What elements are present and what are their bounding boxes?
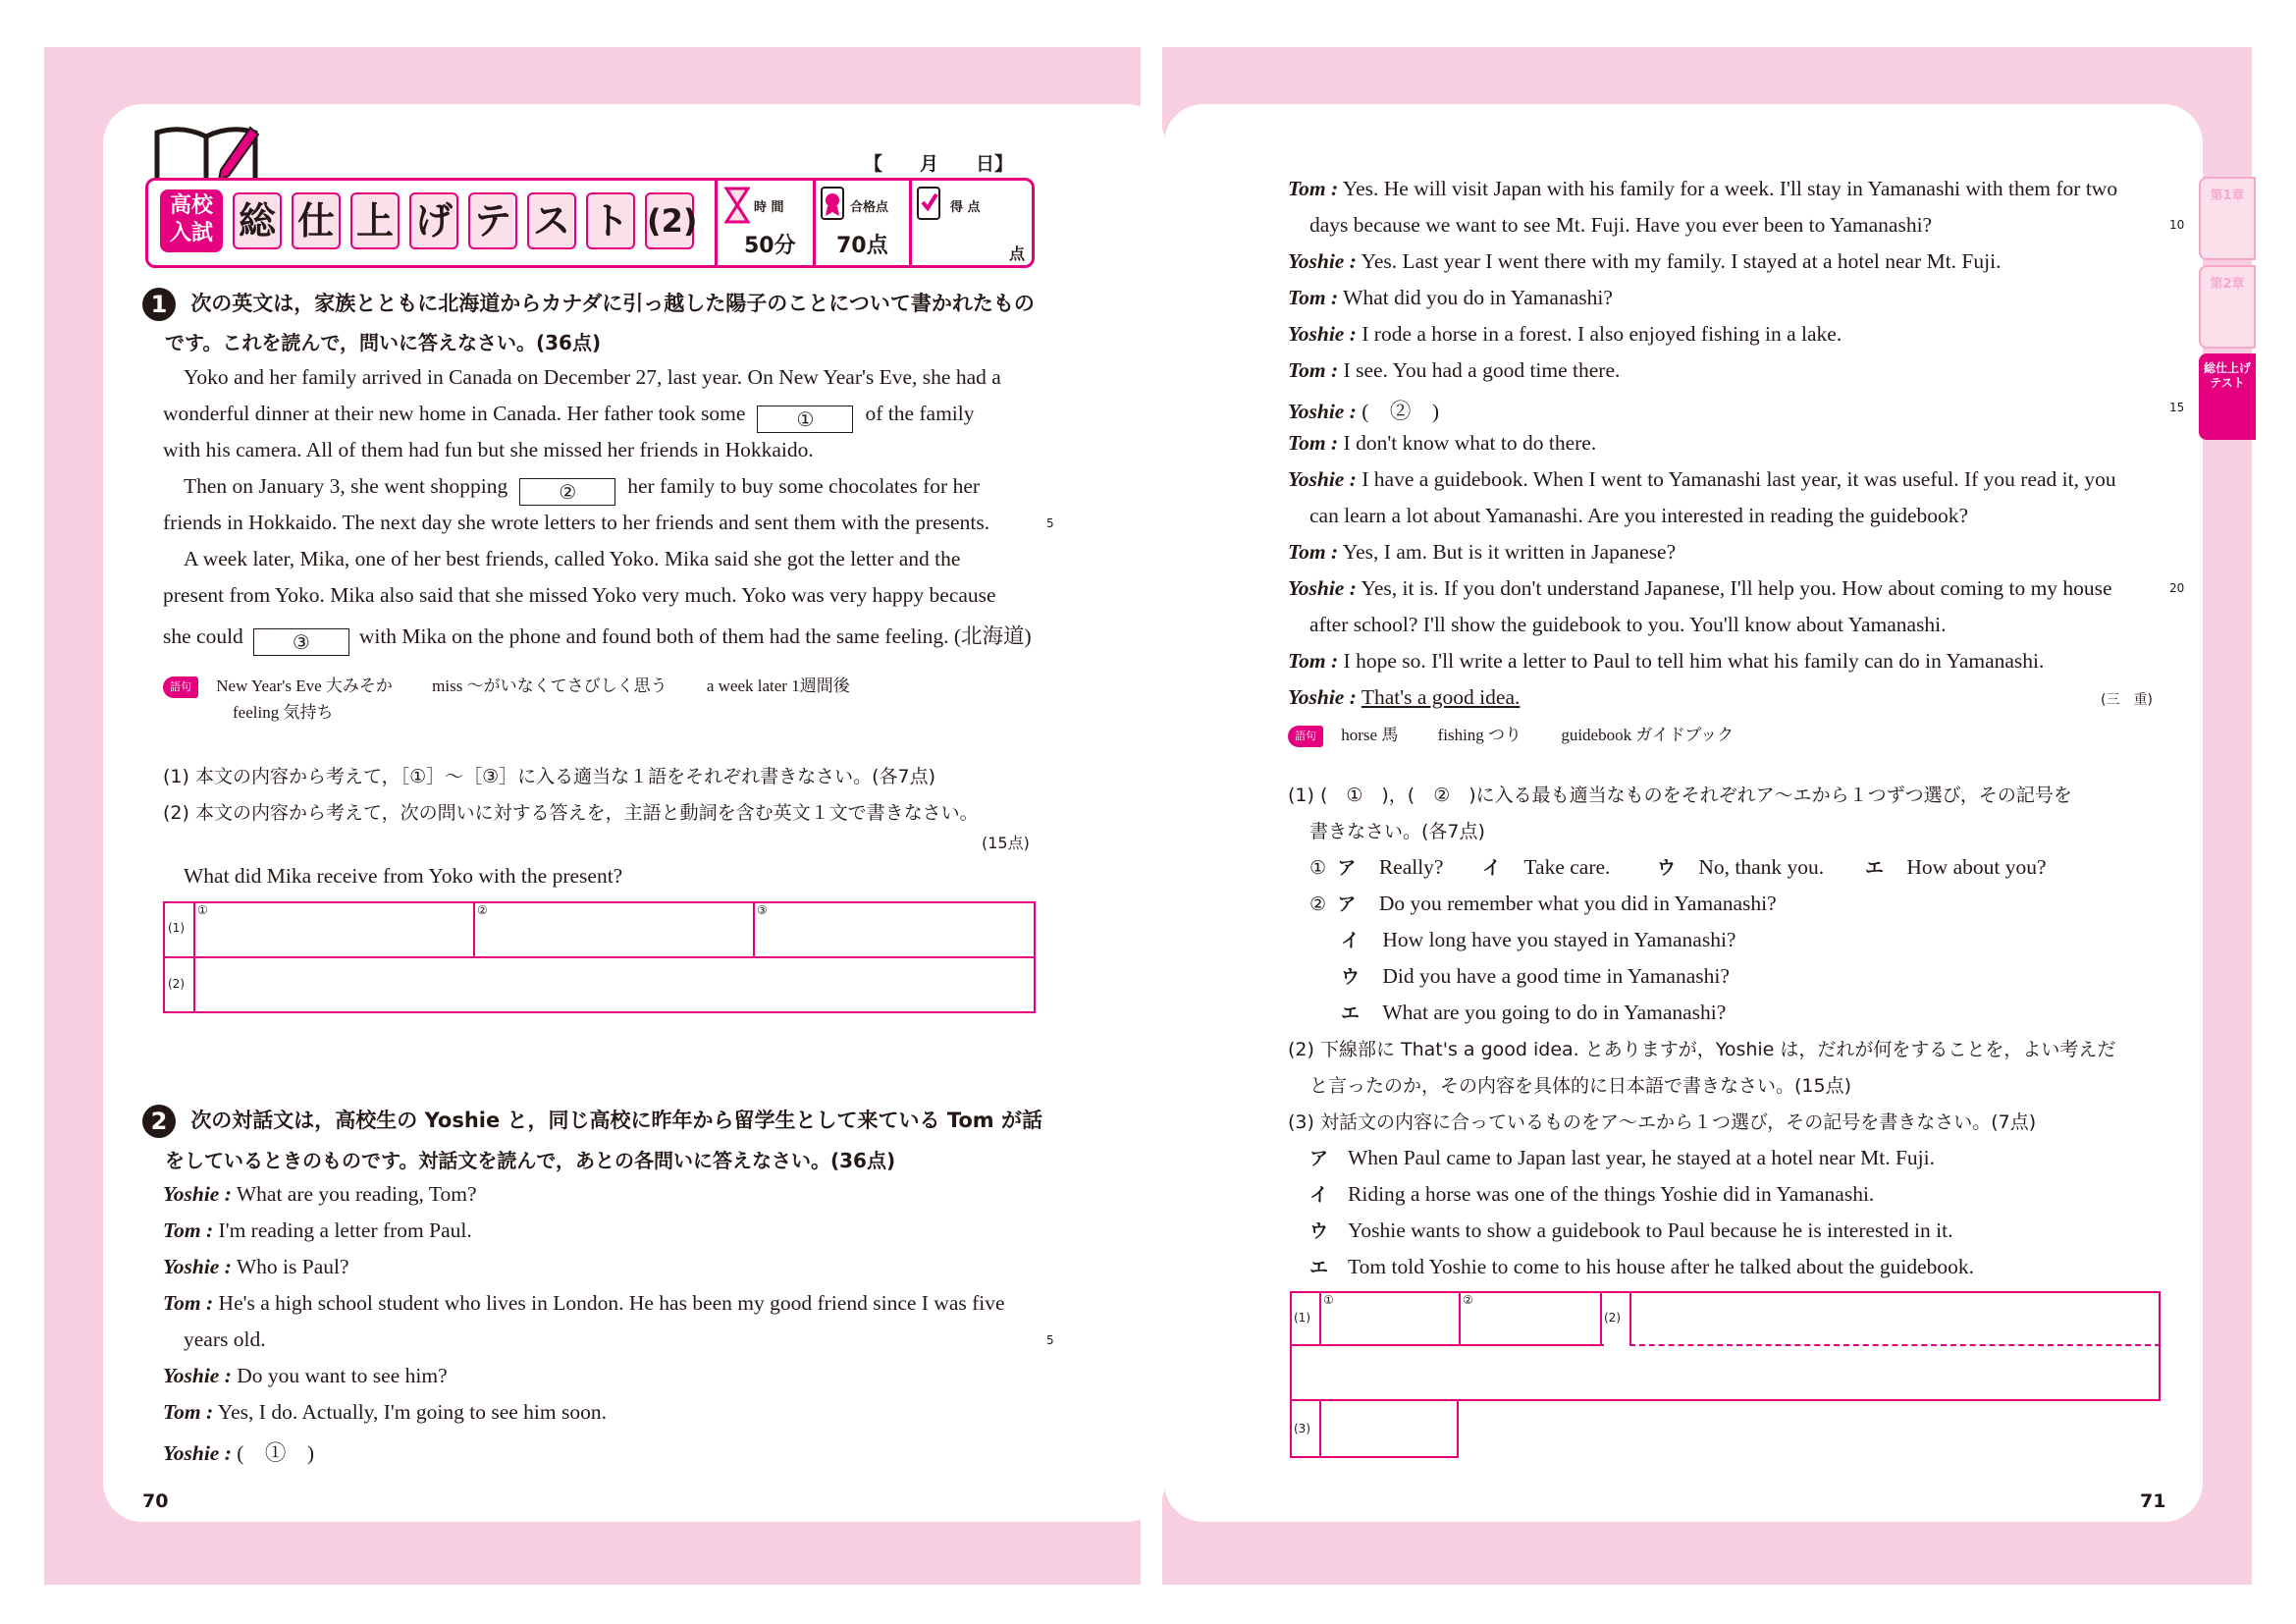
answer-cell-3[interactable] — [1321, 1401, 1457, 1456]
answer-cell-1-1[interactable] — [195, 903, 473, 956]
side-tab-chapter-1[interactable] — [2199, 177, 2256, 260]
q1-instruction-line2: です。これを読んで，問いに答えなさい。(36点) — [165, 331, 602, 354]
q2-sub1: (1) ( ① )，( ② )に入る最も適当なものをそれぞれア～エから１つずつ選び，その記号を — [1288, 785, 2072, 806]
q1-instruction — [142, 288, 1035, 321]
q1-passage-line: A week later, Mika, one of her best friends, called Yoko. Mika said she got the letter and the — [184, 547, 961, 570]
line-number: 5 — [1046, 516, 1054, 530]
choice-letter: イ — [1482, 857, 1502, 879]
choice-row-3 — [1309, 1180, 1874, 1207]
choice-letter: ウ — [1657, 857, 1677, 879]
q1-sub2-question: What did Mika receive from Yoko with the present? — [184, 864, 623, 888]
q2-instruction-line1: 次の対話文は，高校生の Yoshie と，同じ高校に昨年から留学生として来ている Tom が話 — [190, 1109, 1042, 1132]
score-label: 得 点 — [950, 200, 981, 215]
title-number: (2) — [645, 192, 694, 249]
dialogue-text: Yes. He will visit Japan with his family for a week. I'll stay in Yamanashi with them for two — [1342, 177, 2118, 200]
dialogue-text: Do you want to see him? — [237, 1364, 448, 1387]
q1-passage-line: with his camera. All of them had fun but she missed her friends in Hokkaido. — [163, 438, 814, 461]
q2-sub1-line2: 書きなさい。(各7点) — [1309, 821, 1485, 842]
choice-text: Riding a horse was one of the things Yoshie did in Yamanashi. — [1348, 1182, 1875, 1206]
dialogue-text: can learn a lot about Yamanashi. Are you interested in reading the guidebook? — [1309, 504, 1969, 527]
blank-3[interactable]: ③ — [253, 628, 349, 656]
q2-number: 2 — [142, 1105, 176, 1138]
line-number: 15 — [2169, 401, 2185, 414]
dialogue-text: I rode a horse in a forest. I also enjoyed fishing in a lake. — [1362, 322, 1842, 346]
speaker: Yoshie : — [1288, 400, 1357, 423]
dialogue-text: Yes, I do. Actually, I'm going to see him soon. — [217, 1400, 607, 1424]
title-char: げ — [409, 192, 458, 249]
q1-passage-line — [163, 620, 1032, 656]
dialogue-line — [1288, 395, 1439, 425]
q1-passage-line: friends in Hokkaido. The next day she wrote letters to her friends and sent them with the presents. — [163, 511, 990, 534]
passage-text: her family to buy some chocolates for her — [627, 474, 981, 498]
speaker: Yoshie : — [163, 1364, 232, 1387]
vocab-icon: 語句 — [1288, 726, 1323, 747]
answer-label: (2) — [168, 977, 185, 991]
blank-2[interactable]: ② — [519, 478, 615, 506]
answer-cell-2[interactable] — [195, 958, 1034, 1011]
dialogue-text: What did you do in Yamanashi? — [1343, 286, 1613, 309]
answer-cell-1-3[interactable] — [755, 903, 1034, 956]
title-char: テ — [468, 192, 517, 249]
choice-text: When Paul came to Japan last year, he stayed at a hotel near Mt. Fuji. — [1348, 1146, 1935, 1169]
speaker: Tom : — [1288, 286, 1339, 309]
passage-text: wonderful dinner at their new home in Canada. Her father took some — [163, 402, 746, 425]
line-number: 10 — [2169, 218, 2185, 232]
q1-sub2-points: (15点) — [982, 834, 1030, 852]
pass-label: 合格点 — [850, 200, 889, 215]
speaker: Yoshie : — [163, 1182, 232, 1206]
dialogue-text: I have a guidebook. When I went to Yamanashi last year, it was useful. If you read it, you — [1362, 467, 2116, 491]
dialogue-line — [1288, 322, 1842, 347]
q1-vocab-line2: feeling 気持ち — [233, 703, 334, 722]
q1-instruction-line1: 次の英文は，家族とともに北海道からカナダに引っ越した陽子のことについて書かれたもの — [190, 292, 1035, 315]
dialogue-line — [163, 1436, 314, 1467]
dialogue-text: Yes. Last year I went there with my family. I stayed at a hotel near Mt. Fuji. — [1361, 249, 2002, 273]
dialogue-line — [163, 1400, 607, 1425]
answer-label: ① — [197, 903, 208, 917]
dialogue-line — [1288, 249, 2001, 274]
dialogue-text: I hope so. I'll write a letter to Paul to tell him what his family can do in Yamanashi. — [1343, 649, 2045, 673]
side-tab-chapter-2[interactable] — [2199, 265, 2256, 349]
answer-cell-1-2[interactable] — [1461, 1293, 1600, 1344]
hourglass-icon — [724, 187, 750, 229]
dialogue-text: ( ② ) — [1362, 400, 1440, 423]
title-char: 上 — [350, 192, 400, 249]
speaker: Yoshie : — [1288, 576, 1357, 600]
choice-row-2 — [1309, 890, 1777, 916]
choice-letter: ウ — [1309, 1220, 1329, 1242]
dialogue-line — [163, 1291, 1005, 1316]
line-number: 20 — [2169, 581, 2185, 595]
dialogue-text: What are you reading, Tom? — [236, 1182, 477, 1206]
speaker: Tom : — [1288, 649, 1339, 673]
choice-letter: ア — [1309, 1148, 1329, 1169]
q2-instruction — [142, 1105, 1042, 1138]
q1-passage-line: present from Yoko. Mika also said that she missed Yoko very much. Yoko was very happy because — [163, 583, 996, 607]
choice-text: No, thank you. — [1698, 855, 1825, 879]
choice-text: Yoshie wants to show a guidebook to Paul because he is interested in it. — [1348, 1218, 1953, 1242]
choice-letter: イ — [1341, 930, 1361, 951]
vocab-item: guidebook ガイドブック — [1561, 726, 1735, 744]
dialogue-text: I see. You had a good time there. — [1343, 358, 1621, 382]
title-char: 仕 — [292, 192, 341, 249]
page-number-left: 70 — [142, 1490, 169, 1512]
passage-text: Then on January 3, she went shopping — [184, 474, 508, 498]
speaker: Tom : — [1288, 177, 1339, 200]
choice-letter: ア — [1337, 857, 1357, 879]
choice-text: Take care. — [1523, 855, 1611, 879]
title-char: 総 — [233, 192, 282, 249]
speaker: Tom : — [1288, 540, 1339, 564]
dialogue-text: I'm reading a letter from Paul. — [218, 1218, 472, 1242]
dialogue-line — [163, 1364, 448, 1388]
medal-icon — [819, 185, 846, 227]
dialogue-line — [1309, 213, 1932, 238]
speaker: Tom : — [163, 1218, 214, 1242]
choice-row-2 — [1341, 999, 1726, 1025]
side-tab-final-test[interactable] — [2199, 353, 2256, 440]
choice-row-2 — [1341, 962, 1730, 989]
q2-sub2-line2: と言ったのか，その内容を具体的に日本語で書きなさい。(15点) — [1309, 1075, 1852, 1097]
exam-badge: 高校 入試 — [160, 189, 223, 252]
answer-cell-2[interactable] — [1631, 1293, 2159, 1399]
dialogue-text: days because we want to see Mt. Fuji. Have you ever been to Yamanashi? — [1309, 213, 1933, 237]
speaker: Tom : — [1288, 431, 1339, 455]
choice-row-3 — [1309, 1144, 1935, 1170]
choice-row-3 — [1309, 1253, 1974, 1279]
title-char: ス — [527, 192, 576, 249]
vocab-icon: 語句 — [163, 677, 198, 698]
q2-sub3: (3) 対話文の内容に合っているものをア～エから１つ選び，その記号を書きなさい。(7点) — [1288, 1111, 2037, 1133]
q2-vocab — [1288, 721, 1734, 747]
source-label: (三 重) — [2101, 692, 2153, 708]
choice-text: Do you remember what you did in Yamanashi? — [1378, 892, 1777, 915]
vocab-item: fishing つり — [1437, 726, 1522, 744]
dialogue-line — [184, 1327, 266, 1352]
answer-label: ③ — [757, 903, 768, 917]
choice-text: Did you have a good time in Yamanashi? — [1382, 964, 1730, 988]
choice-text: How about you? — [1906, 855, 2047, 879]
choice-letter: エ — [1341, 1002, 1361, 1024]
choice-letter: エ — [1865, 857, 1885, 879]
dialogue-line — [163, 1255, 349, 1279]
speaker: Tom : — [163, 1400, 214, 1424]
q1-number: 1 — [142, 288, 176, 321]
dialogue-text: Yes, it is. If you don't understand Japanese, I'll help you. How about coming to my house — [1361, 576, 2112, 600]
vocab-item: New Year's Eve 大みそか — [216, 677, 393, 695]
choice-marker: ① — [1309, 857, 1327, 879]
dialogue-text: ( ① ) — [237, 1441, 315, 1465]
time-value: 50分 — [744, 234, 796, 258]
speaker: Tom : — [1288, 358, 1339, 382]
vocab-item: horse 馬 — [1341, 726, 1399, 744]
dialogue-text: years old. — [184, 1327, 266, 1351]
date-field[interactable]: 【 月 日】 — [864, 153, 1014, 175]
answer-cell-1-2[interactable] — [475, 903, 753, 956]
dialogue-line — [1309, 613, 1947, 637]
choice-letter: ウ — [1341, 966, 1361, 988]
dialogue-text: Who is Paul? — [236, 1255, 349, 1278]
vocab-item: a week later 1週間後 — [706, 677, 850, 695]
q1-sub1: (1) 本文の内容から考えて，［①］～［③］に入る適当な１語をそれぞれ書きなさい。(各7点) — [163, 766, 936, 787]
grid-line — [1600, 1291, 1602, 1345]
dialogue-line — [1288, 685, 1520, 710]
dialogue-line — [1288, 576, 2112, 601]
speaker: Yoshie : — [163, 1255, 232, 1278]
dialogue-line — [1288, 431, 1596, 456]
title-char: ト — [586, 192, 635, 249]
dialogue-text: after school? I'll show the guidebook to you. You'll know about Yamanashi. — [1309, 613, 1947, 636]
side-tab-label: 第1章 — [2210, 189, 2245, 203]
pass-value: 70点 — [836, 234, 888, 258]
q1-sub2: (2) 本文の内容から考えて，次の問いに対する答えを，主語と動詞を含む英文１文で書きなさい。 — [163, 802, 979, 824]
q1-passage-line — [184, 474, 980, 506]
score-unit[interactable]: 点 — [1009, 244, 1026, 263]
side-tab-label: 総仕上げテスト — [2203, 361, 2251, 390]
choice-text: Tom told Yoshie to come to his house after he talked about the guidebook. — [1348, 1255, 1975, 1278]
dialogue-text: I don't know what to do there. — [1343, 431, 1597, 455]
speaker: Yoshie : — [1288, 322, 1357, 346]
choice-row-1 — [1657, 853, 1824, 880]
speaker: Tom : — [163, 1291, 214, 1315]
line-number: 5 — [1046, 1333, 1054, 1347]
choice-letter: ア — [1337, 893, 1357, 915]
dialogue-line — [1288, 467, 2116, 492]
passage-text: of the family — [865, 402, 975, 425]
q1-passage-line: Yoko and her family arrived in Canada on December 27, last year. On New Year's Eve, she had a — [184, 365, 1001, 389]
checklist-icon — [915, 185, 942, 227]
dialogue-line — [163, 1218, 472, 1243]
blank-1[interactable]: ① — [757, 406, 853, 433]
choice-row-1 — [1865, 853, 2047, 880]
answer-label: (3) — [1294, 1422, 1310, 1435]
q1-passage-line — [163, 402, 975, 433]
speaker: Yoshie : — [1288, 685, 1357, 709]
q2-sub2: (2) 下線部に That's a good idea. とありますが，Yoshie は，だれが何をすることを，よい考えだ — [1288, 1039, 2116, 1060]
speaker: Yoshie : — [1288, 249, 1357, 273]
dialogue-line — [1288, 358, 1620, 383]
answer-label: (1) — [168, 921, 185, 935]
grid-line — [1290, 1344, 1604, 1346]
dialogue-line — [1288, 286, 1613, 310]
underlined-sentence: That's a good idea. — [1361, 685, 1521, 709]
choice-row-3 — [1309, 1217, 1952, 1243]
answer-label: (2) — [1604, 1311, 1621, 1325]
page-number-right: 71 — [2140, 1490, 2166, 1512]
q2-instruction-line2: をしているときのものです。対話文を読んで，あとの各問いに答えなさい。(36点) — [165, 1149, 896, 1172]
choice-row-1 — [1482, 853, 1610, 880]
choice-text: Really? — [1378, 855, 1444, 879]
answer-cell-1-1[interactable] — [1321, 1293, 1459, 1344]
dialogue-line — [1309, 504, 1968, 528]
dialogue-line — [163, 1182, 477, 1207]
dialogue-text: He's a high school student who lives in London. He has been my good friend since I was five — [218, 1291, 1005, 1315]
speaker: Yoshie : — [163, 1441, 232, 1465]
speaker: Yoshie : — [1288, 467, 1357, 491]
answer-label: ② — [477, 903, 488, 917]
answer-label: (1) — [1294, 1311, 1310, 1325]
passage-text: with Mika on the phone and found both of them had the same feeling. (北海道) — [358, 624, 1032, 648]
q1-vocab — [163, 672, 850, 698]
choice-letter: エ — [1309, 1257, 1329, 1278]
choice-text: How long have you stayed in Yamanashi? — [1382, 928, 1736, 951]
time-label: 時 間 — [754, 200, 784, 215]
dialogue-line — [1288, 540, 1676, 565]
dialogue-text: Yes, I am. But is it written in Japanese? — [1342, 540, 1677, 564]
choice-row-2 — [1341, 926, 1735, 952]
answer-label: ② — [1463, 1293, 1473, 1307]
choice-text: What are you going to do in Yamanashi? — [1382, 1001, 1727, 1024]
side-tab-label: 第2章 — [2210, 277, 2245, 292]
passage-text: she could — [163, 624, 243, 648]
vocab-item: miss ～がいなくてさびしく思う — [432, 677, 667, 695]
choice-row-1 — [1309, 853, 1443, 880]
dialogue-line — [1288, 177, 2117, 201]
dialogue-line — [1288, 649, 2044, 674]
choice-letter: イ — [1309, 1184, 1329, 1206]
choice-marker: ② — [1309, 893, 1327, 915]
answer-label: ① — [1323, 1293, 1334, 1307]
